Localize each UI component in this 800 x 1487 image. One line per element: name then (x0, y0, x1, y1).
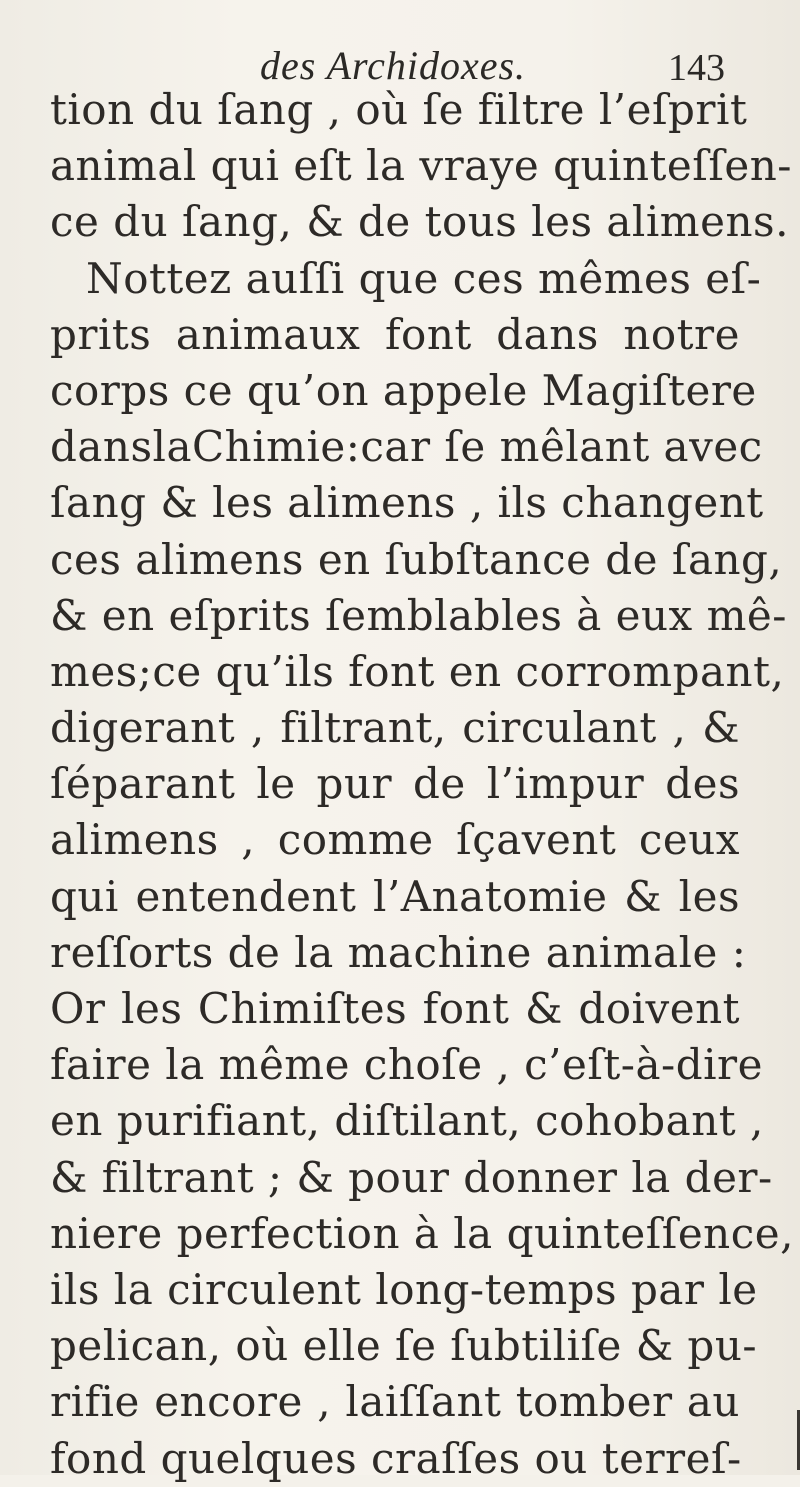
text-line: alimens , comme ſçavent ceux (50, 815, 740, 865)
text-line: faire la même choſe , c’eſt-à-dire (50, 1040, 763, 1090)
text-line: niere perfection à la quinteſſence, (50, 1208, 794, 1258)
text-line: rifie encore , laiſſant tomber au (50, 1377, 740, 1427)
text-line: Nottez auſſi que ces mêmes eſ- (86, 253, 762, 303)
text-line: mes;ce qu’ils font en corrompant, (50, 646, 785, 696)
page-number: 143 (668, 47, 725, 89)
text-line: ſang & les alimens , ils changent (50, 478, 764, 528)
text-line: prits animaux font dans notre (50, 309, 740, 359)
text-line: qui entendent l’Anatomie & les (50, 871, 740, 921)
text-line: ce du ſang, & de tous les alimens. (50, 197, 789, 247)
body-text (50, 82, 794, 1487)
text-line: pelican, où elle ſe ſubtiliſe & pu- (50, 1321, 758, 1371)
text-line: danslaChimie:car ſe mêlant avec (50, 422, 763, 472)
text-line: fond quelques craſſes ou terreſ- (50, 1433, 742, 1483)
text-line: en purifiant, diſtilant, cohobant , (50, 1096, 764, 1146)
text-line: ces alimens en ſubſtance de ſang, (50, 534, 783, 584)
text-line: Or les Chimiſtes font & doivent (50, 984, 740, 1033)
text-line: animal qui eſt la vraye quinteſſen- (50, 141, 792, 191)
text-line: digerant , filtrant, circulant , & (50, 703, 740, 753)
text-line: ſéparant le pur de l’impur des (50, 759, 740, 809)
text-line: & en eſprits ſemblables à eux mê- (50, 590, 787, 640)
text-line: reſſorts de la machine animale : (50, 927, 747, 977)
text-line: ils la circulent long-temps par le (50, 1264, 758, 1314)
text-line: & filtrant ; & pour donner la der- (50, 1152, 773, 1202)
text-line: tion du ſang , où ſe filtre l’eſprit (50, 85, 748, 134)
running-title: des Archidoxes. (260, 43, 527, 88)
text-line: corps ce qu’on appele Magiſtere (50, 365, 757, 415)
